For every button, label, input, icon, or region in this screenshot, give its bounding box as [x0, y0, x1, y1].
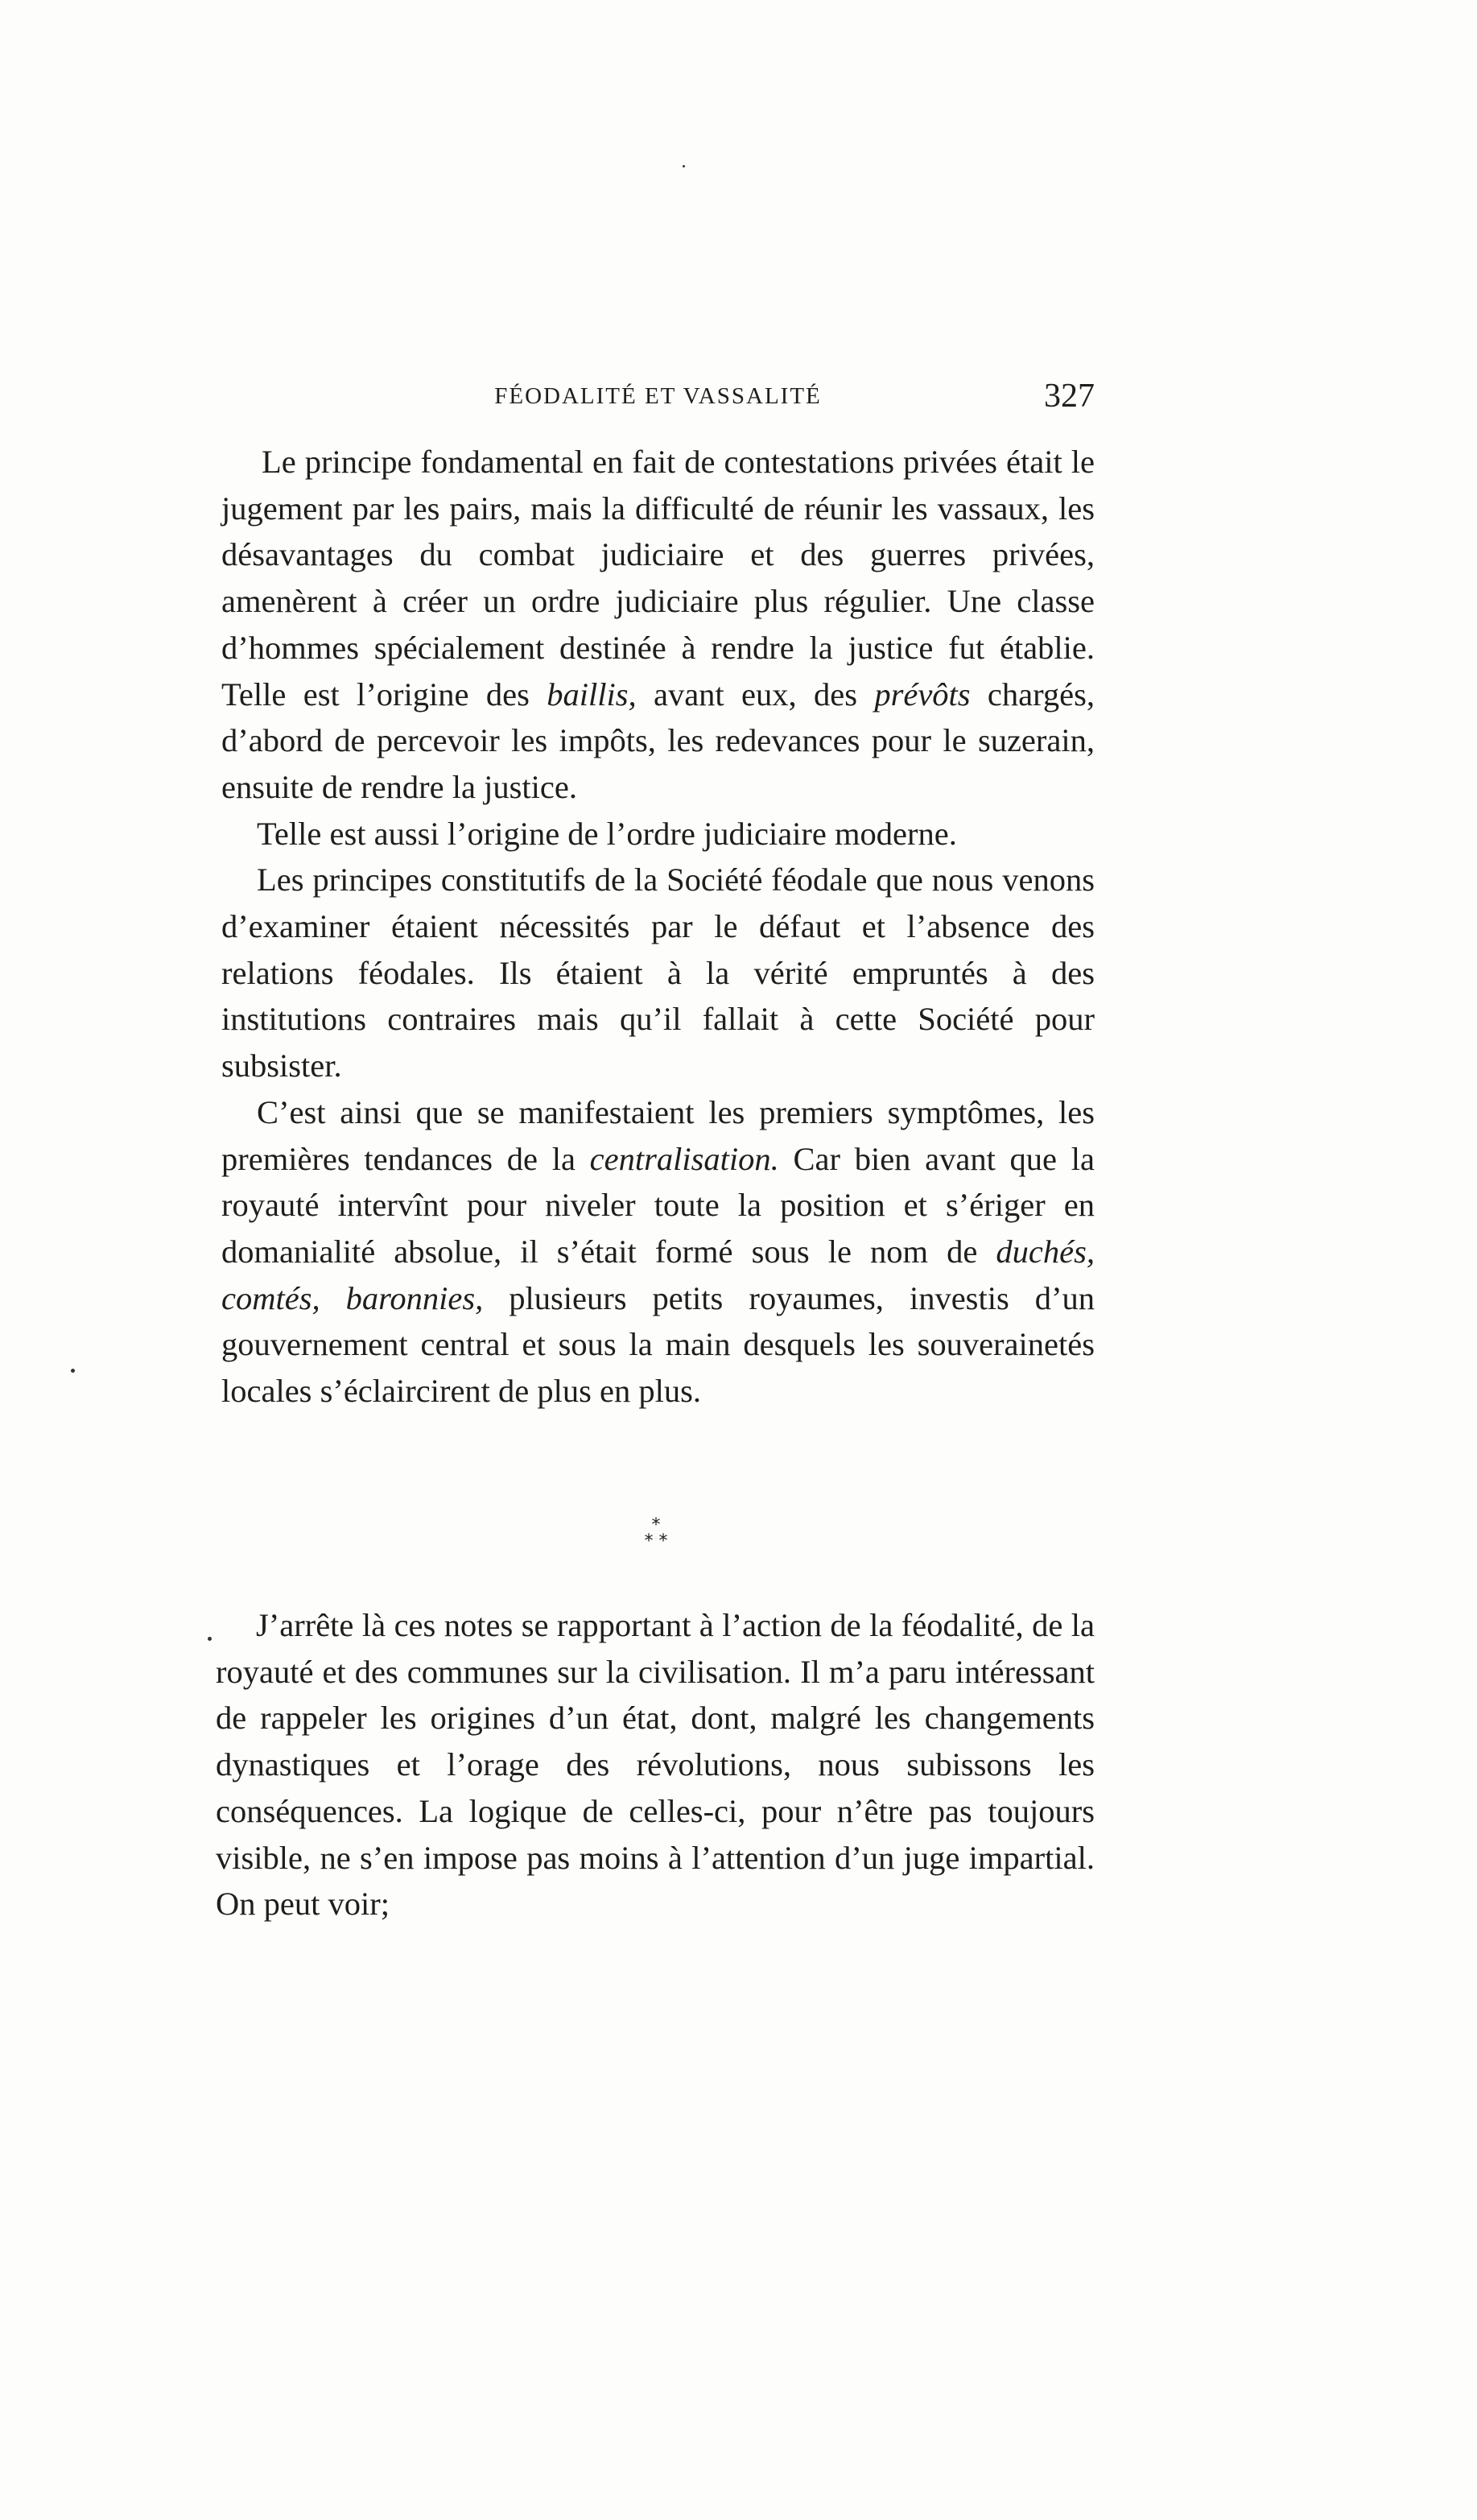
paragraph-1-emphasis-prevots: prévôts — [874, 675, 971, 713]
paragraph-4-text-b: Car bien avant que la royauté intervînt pour niveler toute la position et s’ériger en domanialité absolue, il s’était formé sous le nom de — [221, 1140, 1095, 1270]
main-text — [221, 439, 1095, 1415]
dinkus-top: * — [651, 1515, 661, 1535]
paragraph-4 — [221, 1089, 1095, 1415]
print-speck — [208, 1637, 212, 1641]
page-number: 327 — [1044, 378, 1095, 415]
paragraph-5: J’arrête là ces notes se rapportant à l’action de la féodalité, de la royauté et des communes sur la civilisation. Il m’a paru intéressant de rappeler les origines d’un état, dont, malgré les changements dynastiques et l’orage des révolutions, nous subissons les conséquences. La logique de celles-ci, pour n’être pas toujours visible, ne s’en impose pas moins à l’attention d’un juge impartial. On peut voir; — [216, 1607, 1095, 1923]
paragraph-1-text-c: chargés, d’abord de percevoir les impôts, les redevances pour le suzerain, ensuite de rendre la justice. — [221, 675, 1095, 805]
paragraph-4-text-a: C’est ainsi que se manifestaient les premiers symptômes, les premières tendances de la — [221, 1093, 1095, 1177]
paragraph-1-text-b: avant eux, des — [636, 675, 875, 713]
dinkus-bottom: * * — [644, 1531, 668, 1551]
paragraph-4-text-c: plusieurs petits royaumes, investis d’un gouvernement central et sous la main desquels les souverainetés locales s’éclaircirent de plus en plus. — [221, 1279, 1095, 1410]
paragraph-2: Telle est aussi l’origine de l’ordre judiciaire moderne. — [257, 815, 957, 852]
paragraph-4-emphasis-centralisation: centralisation. — [589, 1140, 779, 1177]
running-title: FÉODALITÉ ET VASSALITÉ — [494, 383, 822, 409]
paragraph-1-emphasis-baillis: baillis, — [547, 675, 637, 713]
closing-text — [216, 1602, 1095, 1927]
running-head — [221, 377, 1095, 425]
paragraph-4-emphasis-duches: duchés, comtés, baronnies, — [221, 1233, 1095, 1316]
paragraph-1-text-a: Le principe fondamental en fait de contestations privées était le jugement par les pairs, mais la difficulté de réunir les vassaux, les désavantages du combat judiciaire et des guerres privées, amenèrent à créer un ordre judiciaire plus régulier. Une classe d’hommes spécialement destinée à rendre la justice fut établie. Telle est l’origine des — [221, 444, 1095, 713]
paragraph-1 — [221, 439, 1095, 811]
print-speck — [683, 165, 685, 167]
print-speck — [71, 1369, 75, 1373]
paragraph-3: Les principes constitutifs de la Société féodale que nous venons d’examiner étaient nécessités par le défaut et l’absence des relations féodales. Ils étaient à la vérité empruntés à des institutions contraires mais qu’il fallait à cette Société pour subsister. — [221, 861, 1095, 1084]
section-break-asterisks — [0, 1515, 1312, 1551]
